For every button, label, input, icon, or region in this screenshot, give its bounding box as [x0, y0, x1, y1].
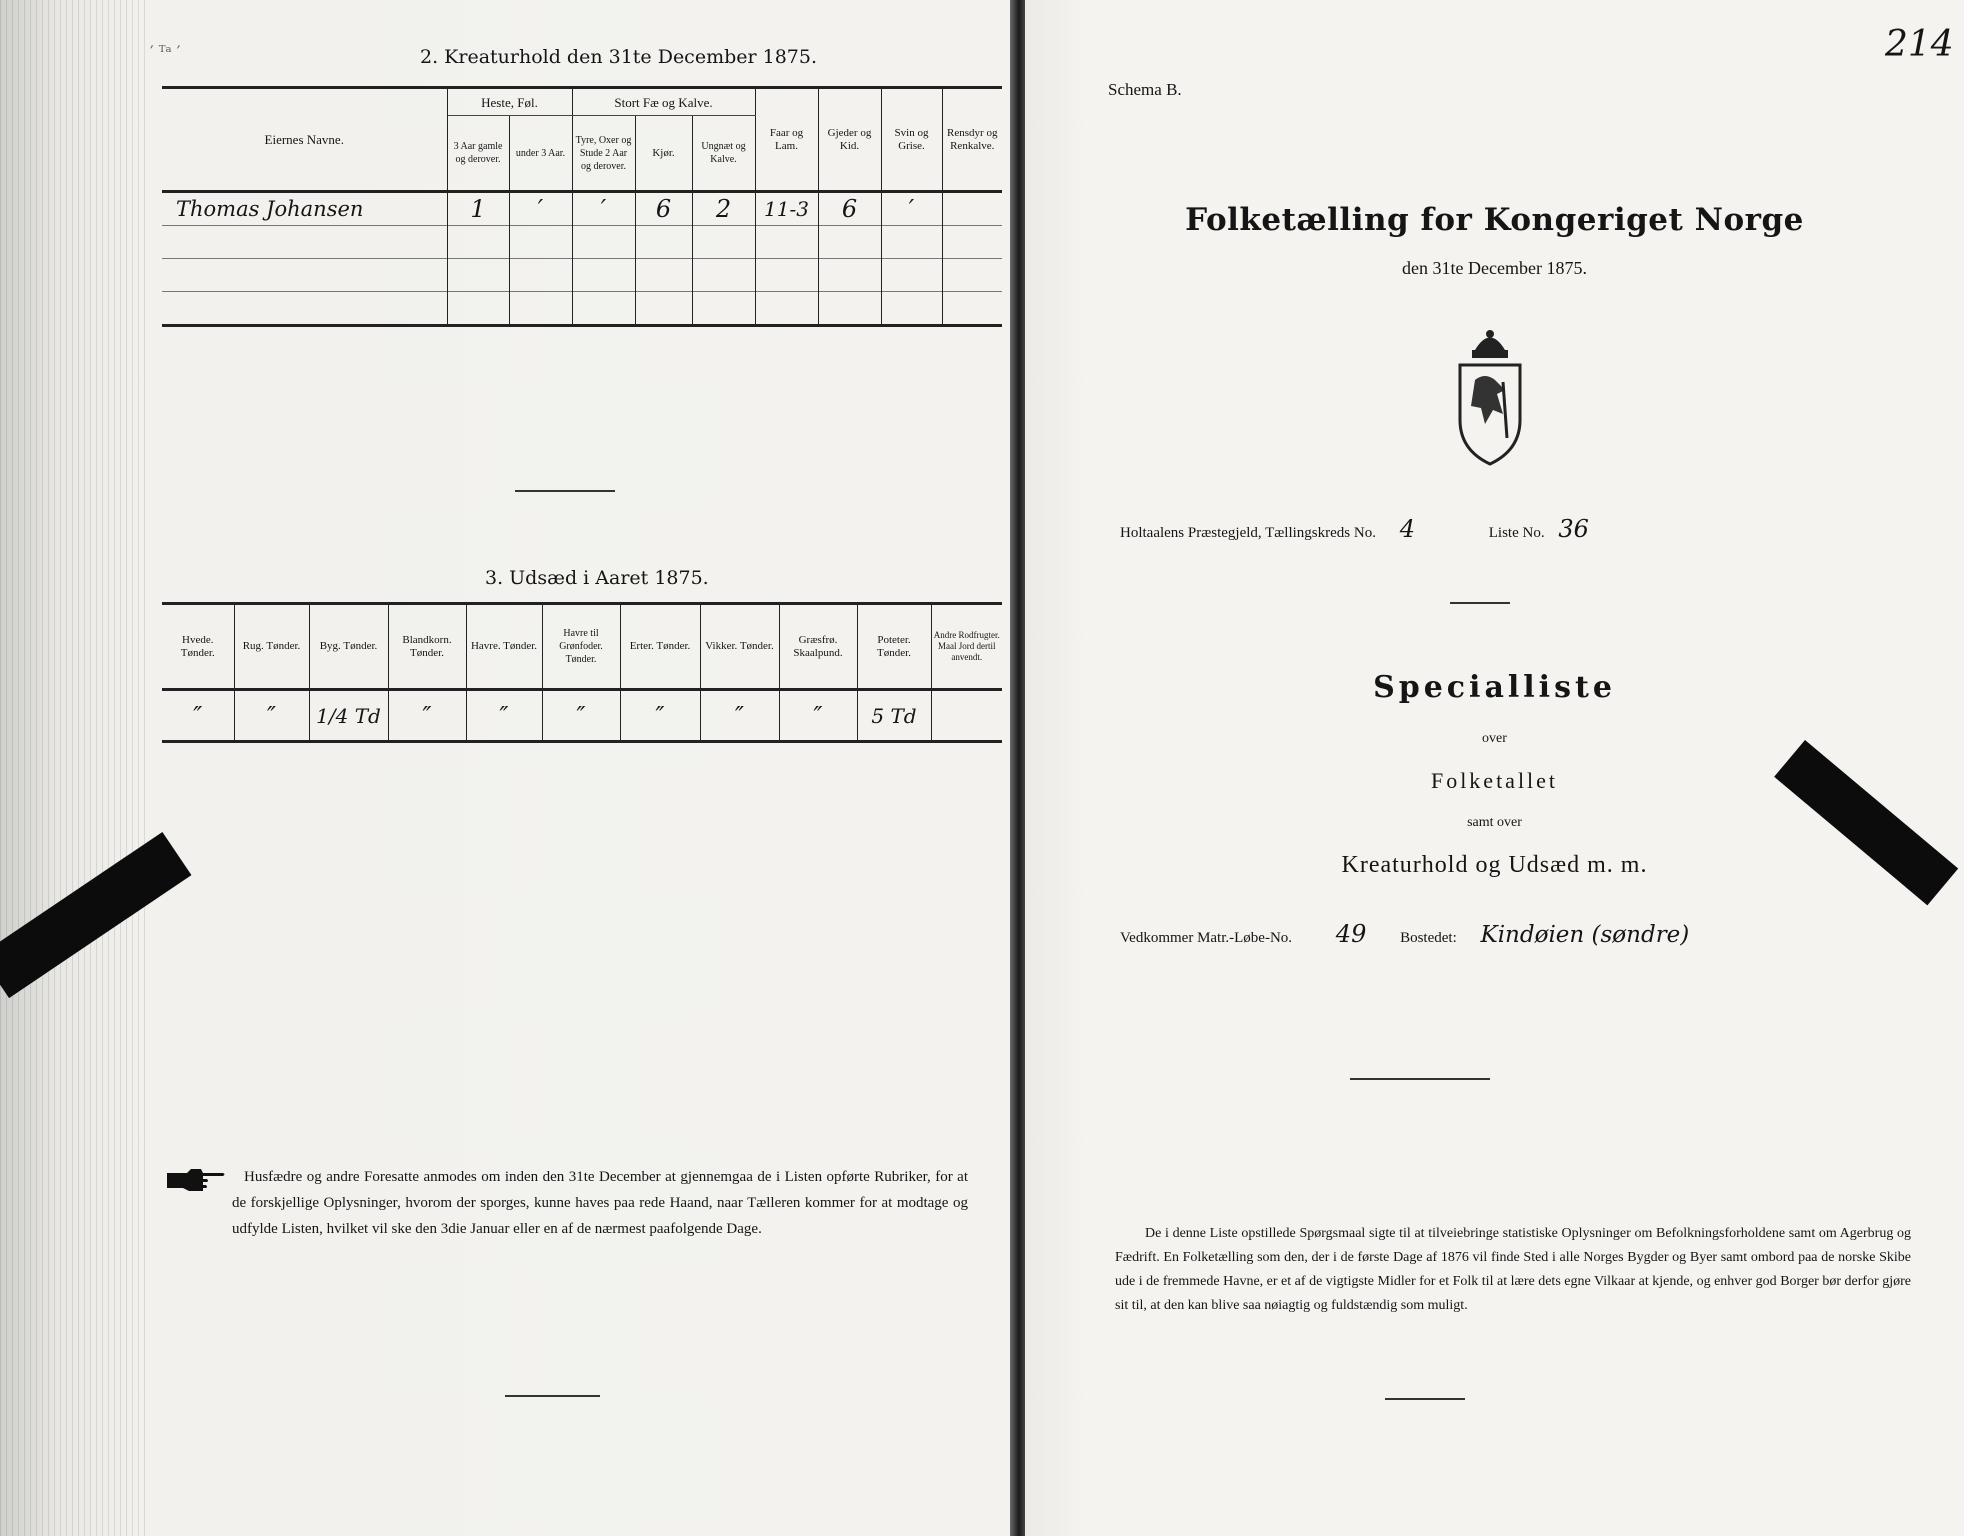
bosted-value: Kindøien (søndre) [1480, 922, 1690, 948]
table-cell [509, 259, 572, 292]
table-cell [692, 259, 755, 292]
table-cell [572, 292, 635, 326]
col-potatoes: Poteter. Tønder. [857, 604, 931, 690]
livestock-title: 2. Kreaturhold den 31te December 1875. [420, 46, 818, 68]
table-cell [692, 292, 755, 326]
table-cell: ″ [162, 690, 234, 742]
table-cell: 1/4 Td [309, 690, 388, 742]
kreaturhold-heading: Kreaturhold og Udsæd m. m. [1341, 852, 1648, 878]
owner-name-cell: Thomas Johansen [162, 192, 447, 226]
corner-mark: ′ ᵀᵃ ′ [150, 42, 181, 61]
schema-label: Schema B. [1108, 80, 1182, 99]
page-number: 214 [1885, 24, 1954, 65]
table-cell [635, 292, 692, 326]
table-cell: 2 [692, 192, 755, 226]
matr-number: 49 [1335, 920, 1367, 948]
table-cell [931, 690, 1002, 742]
owner-name-cell [162, 292, 447, 326]
col-reindeer: Rensdyr og Renkalve. [942, 88, 1002, 192]
table-row [162, 226, 1002, 259]
table-row [162, 259, 1002, 292]
table-cell [447, 226, 509, 259]
col-sheep: Faar og Lam. [755, 88, 818, 192]
parish-label: Holtaalens Præstegjeld, [1120, 525, 1262, 541]
matr-line [1120, 920, 1689, 948]
pointing-hand-icon [165, 1165, 225, 1195]
table-cell [755, 259, 818, 292]
samt-over-label: samt over [1467, 815, 1522, 830]
col-horses-adult: 3 Aar gamle og derover. [447, 116, 509, 192]
table-cell [881, 226, 942, 259]
col-oats: Havre. Tønder. [466, 604, 542, 690]
table-cell: 1 [447, 192, 509, 226]
table-cell [942, 226, 1002, 259]
owner-name-cell [162, 259, 447, 292]
divider [1450, 602, 1510, 604]
divider [1385, 1398, 1465, 1400]
owner-name-cell [162, 226, 447, 259]
table-cell: 6 [635, 192, 692, 226]
table-cell [635, 259, 692, 292]
seed-table [162, 602, 1002, 743]
table-cell [692, 226, 755, 259]
col-root-crops: Andre Rodfrugter. Maal Jord dertil anvendt. [931, 604, 1002, 690]
table-cell [818, 292, 881, 326]
over-label: over [1482, 731, 1507, 746]
col-wheat: Hvede. Tønder. [162, 604, 234, 690]
table-cell: ″ [779, 690, 857, 742]
col-goats: Gjeder og Kid. [818, 88, 881, 192]
table-cell [881, 292, 942, 326]
table-cell: ′ [881, 192, 942, 226]
table-cell: 11-3 [755, 192, 818, 226]
table-cell [881, 259, 942, 292]
district-line [1120, 515, 1589, 543]
group-horses: Heste, Føl. [447, 88, 572, 116]
col-rye: Rug. Tønder. [234, 604, 309, 690]
divider [505, 1395, 600, 1397]
table-row [162, 690, 1002, 742]
table-cell: ″ [700, 690, 779, 742]
table-cell [635, 226, 692, 259]
folketallet-heading: Folketallet [1430, 768, 1559, 793]
table-cell [942, 259, 1002, 292]
page-edge-texture [0, 0, 150, 1536]
col-bulls: Tyre, Oxer og Stude 2 Aar og derover. [572, 116, 635, 192]
col-peas: Erter. Tønder. [620, 604, 700, 690]
table-cell: ″ [542, 690, 620, 742]
table-cell: ″ [466, 690, 542, 742]
col-barley: Byg. Tønder. [309, 604, 388, 690]
col-pigs: Svin og Grise. [881, 88, 942, 192]
col-cows: Kjør. [635, 116, 692, 192]
info-paragraph: De i denne Liste opstillede Spørgsmaal sigte til at tilveiebringe statistiske Oplysninger om Befolkningsforholdene samt om Agerbrug og Fædrift. En Folketælling som den, der i de første Dage af 1876 vil finde Sted i alle Norges Bygder og Byer samt ombord paa de norske Skibe ude i de fremmede Havne, er et af de vigtigste Midler for et Folk til at lære dets egne Vilkaar at kjende, og enhver god Borger bør derfor gjøre sit til, at den kan blive saa nøiagtig og fuldstændig som muligt. [1115, 1226, 1911, 1313]
col-mixed-grain: Blandkorn. Tønder. [388, 604, 466, 690]
liste-value: 36 [1558, 515, 1589, 543]
table-cell [818, 226, 881, 259]
divider [1350, 1078, 1490, 1080]
table-cell: ″ [234, 690, 309, 742]
table-cell: ″ [620, 690, 700, 742]
table-cell: ′ [572, 192, 635, 226]
divider [515, 490, 615, 492]
right-page [1025, 0, 1964, 1536]
table-cell [942, 192, 1002, 226]
livestock-table [162, 86, 1002, 327]
table-cell [447, 259, 509, 292]
table-row [162, 292, 1002, 326]
notice-text: Husfædre og andre Foresatte anmodes om inden den 31te December at gjennemgaa de i Listen opførte Rubriker, for at de forskjellige Oplysninger, hvorom der sporges, kunne haves paa rede Haand, naar Tælleren kommer for at modtage og udfylde Listen, hvilket vil ske den 3die Januar eller en af de nærmest paafolgende Dage. [232, 1169, 968, 1237]
matr-label: Vedkommer Matr.-Løbe-No. [1120, 930, 1293, 946]
norwegian-coat-of-arms-icon [1445, 320, 1535, 470]
census-date: den 31te December 1875. [1402, 258, 1587, 278]
table-cell [447, 292, 509, 326]
group-cattle: Stort Fæ og Kalve. [572, 88, 755, 116]
table-cell [572, 259, 635, 292]
table-row [162, 192, 1002, 226]
kreds-label: Tællingskreds No. [1265, 525, 1376, 541]
table-cell [755, 292, 818, 326]
table-cell [572, 226, 635, 259]
table-cell [509, 292, 572, 326]
table-cell [818, 259, 881, 292]
col-horses-young: under 3 Aar. [509, 116, 572, 192]
liste-label: Liste No. [1488, 525, 1545, 541]
table-cell: ′ [509, 192, 572, 226]
census-title: Folketælling for Kongeriget Norge [1185, 202, 1804, 238]
table-cell: ″ [388, 690, 466, 742]
col-green-fodder: Havre til Grønfoder. Tønder. [542, 604, 620, 690]
table-cell: 6 [818, 192, 881, 226]
kreds-value: 4 [1399, 515, 1416, 543]
col-owner-name: Eiernes Navne. [162, 88, 447, 192]
col-grass-seed: Græsfrø. Skaalpund. [779, 604, 857, 690]
table-cell [755, 226, 818, 259]
table-cell [509, 226, 572, 259]
bosted-label: Bostedet: [1400, 930, 1457, 946]
table-cell: 5 Td [857, 690, 931, 742]
col-calves: Ungnæt og Kalve. [692, 116, 755, 192]
specialliste-heading: Specialliste [1373, 670, 1616, 705]
seed-title: 3. Udsæd i Aaret 1875. [485, 567, 709, 589]
table-cell [942, 292, 1002, 326]
col-vetch: Vikker. Tønder. [700, 604, 779, 690]
